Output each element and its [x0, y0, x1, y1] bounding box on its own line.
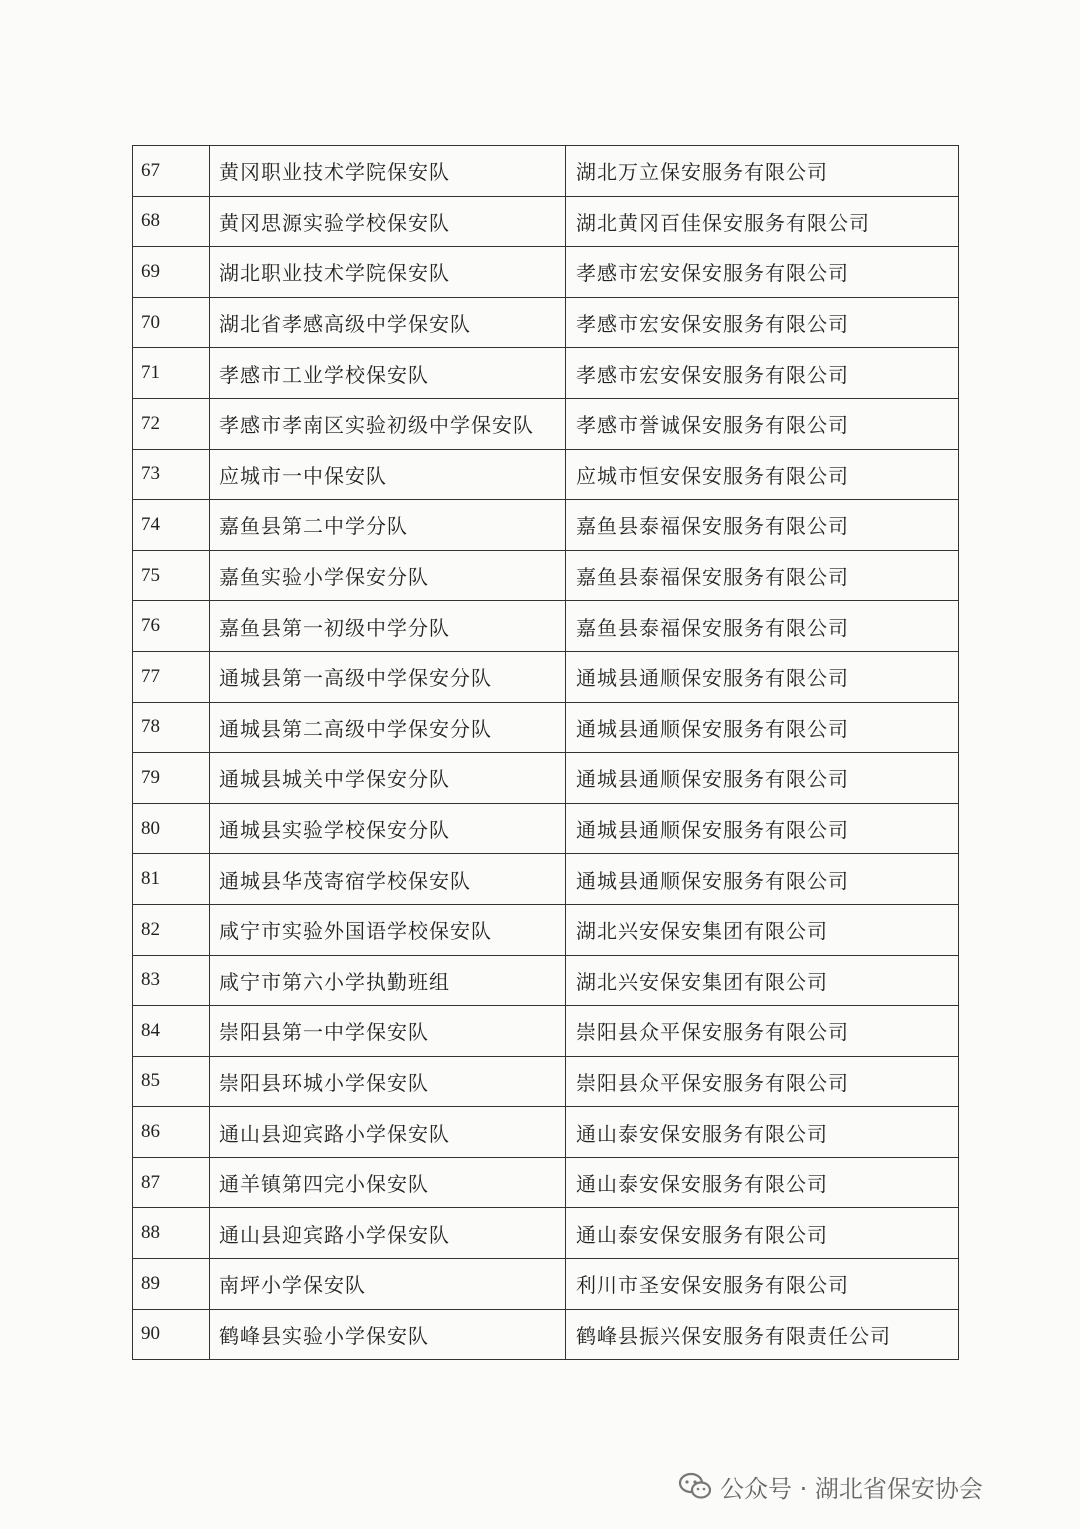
table-row	[133, 651, 959, 702]
team-name: 通羊镇第四完小保安队	[210, 1157, 566, 1208]
company-name: 崇阳县众平保安服务有限公司	[566, 1056, 959, 1107]
company-name: 孝感市宏安保安服务有限公司	[566, 297, 959, 348]
table-row	[133, 247, 959, 298]
company-name: 通城县通顺保安服务有限公司	[566, 651, 959, 702]
row-number: 80	[133, 803, 210, 854]
row-number: 88	[133, 1208, 210, 1259]
table-row	[133, 904, 959, 955]
company-name: 孝感市宏安保安服务有限公司	[566, 348, 959, 399]
table-row	[133, 1259, 959, 1310]
team-name: 咸宁市实验外国语学校保安队	[210, 904, 566, 955]
team-name: 孝感市孝南区实验初级中学保安队	[210, 398, 566, 449]
row-number: 90	[133, 1309, 210, 1360]
row-number: 84	[133, 1006, 210, 1057]
table-row	[133, 449, 959, 500]
row-number: 85	[133, 1056, 210, 1107]
team-name: 南坪小学保安队	[210, 1259, 566, 1310]
row-number: 74	[133, 500, 210, 551]
team-name: 崇阳县第一中学保安队	[210, 1006, 566, 1057]
company-name: 湖北万立保安服务有限公司	[566, 146, 959, 197]
table-row	[133, 601, 959, 652]
table-row	[133, 1006, 959, 1057]
row-number: 86	[133, 1107, 210, 1158]
row-number: 82	[133, 904, 210, 955]
table-row	[133, 803, 959, 854]
team-name: 嘉鱼县第一初级中学分队	[210, 601, 566, 652]
security-team-table-container	[132, 145, 958, 1360]
row-number: 71	[133, 348, 210, 399]
team-name: 孝感市工业学校保安队	[210, 348, 566, 399]
company-name: 通山泰安保安服务有限公司	[566, 1157, 959, 1208]
company-name: 通山泰安保安服务有限公司	[566, 1107, 959, 1158]
company-name: 应城市恒安保安服务有限公司	[566, 449, 959, 500]
team-name: 通城县第二高级中学保安分队	[210, 702, 566, 753]
team-name: 鹤峰县实验小学保安队	[210, 1309, 566, 1360]
team-name: 嘉鱼县第二中学分队	[210, 500, 566, 551]
company-name: 通城县通顺保安服务有限公司	[566, 803, 959, 854]
row-number: 81	[133, 854, 210, 905]
company-name: 利川市圣安保安服务有限公司	[566, 1259, 959, 1310]
table-row	[133, 348, 959, 399]
row-number: 75	[133, 550, 210, 601]
team-name: 通城县实验学校保安分队	[210, 803, 566, 854]
team-name: 湖北省孝感高级中学保安队	[210, 297, 566, 348]
team-name: 黄冈职业技术学院保安队	[210, 146, 566, 197]
team-name: 嘉鱼实验小学保安分队	[210, 550, 566, 601]
team-name: 通山县迎宾路小学保安队	[210, 1107, 566, 1158]
row-number: 78	[133, 702, 210, 753]
company-name: 通城县通顺保安服务有限公司	[566, 854, 959, 905]
company-name: 通城县通顺保安服务有限公司	[566, 753, 959, 804]
company-name: 孝感市誉诚保安服务有限公司	[566, 398, 959, 449]
row-number: 67	[133, 146, 210, 197]
company-name: 通山泰安保安服务有限公司	[566, 1208, 959, 1259]
table-row	[133, 297, 959, 348]
company-name: 孝感市宏安保安服务有限公司	[566, 247, 959, 298]
row-number: 73	[133, 449, 210, 500]
row-number: 87	[133, 1157, 210, 1208]
table-row	[133, 1056, 959, 1107]
row-number: 76	[133, 601, 210, 652]
table-row	[133, 550, 959, 601]
row-number: 72	[133, 398, 210, 449]
team-name: 通山县迎宾路小学保安队	[210, 1208, 566, 1259]
watermark-text: 公众号 · 湖北省保安协会	[720, 1474, 983, 1503]
company-name: 嘉鱼县泰福保安服务有限公司	[566, 601, 959, 652]
company-name: 鹤峰县振兴保安服务有限责任公司	[566, 1309, 959, 1360]
security-team-table	[132, 145, 959, 1360]
row-number: 68	[133, 196, 210, 247]
company-name: 嘉鱼县泰福保安服务有限公司	[566, 550, 959, 601]
company-name: 湖北兴安保安集团有限公司	[566, 955, 959, 1006]
company-name: 崇阳县众平保安服务有限公司	[566, 1006, 959, 1057]
company-name: 湖北兴安保安集团有限公司	[566, 904, 959, 955]
company-name: 嘉鱼县泰福保安服务有限公司	[566, 500, 959, 551]
team-name: 通城县第一高级中学保安分队	[210, 651, 566, 702]
row-number: 83	[133, 955, 210, 1006]
table-row	[133, 1157, 959, 1208]
row-number: 77	[133, 651, 210, 702]
table-row	[133, 196, 959, 247]
table-row	[133, 702, 959, 753]
team-name: 湖北职业技术学院保安队	[210, 247, 566, 298]
team-name: 通城县华茂寄宿学校保安队	[210, 854, 566, 905]
team-name: 应城市一中保安队	[210, 449, 566, 500]
table-row	[133, 753, 959, 804]
table-row	[133, 1107, 959, 1158]
team-name: 咸宁市第六小学执勤班组	[210, 955, 566, 1006]
row-number: 89	[133, 1259, 210, 1310]
wechat-watermark	[678, 1466, 983, 1506]
table-row	[133, 146, 959, 197]
company-name: 湖北黄冈百佳保安服务有限公司	[566, 196, 959, 247]
company-name: 通城县通顺保安服务有限公司	[566, 702, 959, 753]
team-name: 黄冈思源实验学校保安队	[210, 196, 566, 247]
table-row	[133, 398, 959, 449]
row-number: 79	[133, 753, 210, 804]
team-name: 通城县城关中学保安分队	[210, 753, 566, 804]
table-row	[133, 955, 959, 1006]
wechat-icon	[678, 1471, 712, 1501]
team-name: 崇阳县环城小学保安队	[210, 1056, 566, 1107]
row-number: 69	[133, 247, 210, 298]
table-row	[133, 854, 959, 905]
row-number: 70	[133, 297, 210, 348]
table-body	[133, 146, 959, 1360]
table-row	[133, 500, 959, 551]
table-row	[133, 1208, 959, 1259]
table-row	[133, 1309, 959, 1360]
